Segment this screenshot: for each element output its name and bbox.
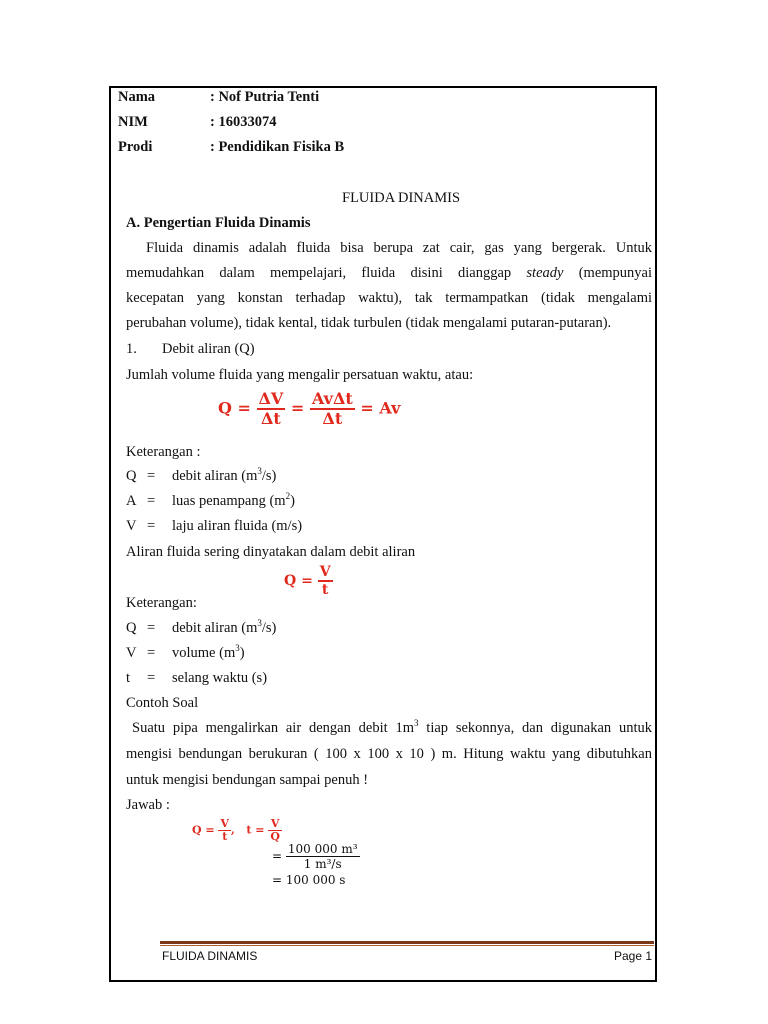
jawab-label: Jawab : <box>126 797 170 813</box>
ket1-sym-v: V <box>126 518 137 534</box>
nama-label: Nama <box>118 89 156 105</box>
ket2-desc-v: volume $(m^3)$ <box>172 643 245 661</box>
keterangan-label-2: Keterangan: <box>126 595 197 611</box>
page-number: Page 1 <box>614 949 653 963</box>
equation-3-top: Q = $\frac{V}{t}$ , t = $\frac{V}{Q}$ <box>192 817 280 843</box>
ket1-eq-a: = <box>147 493 156 509</box>
keterangan-label-1: Keterangan : <box>126 444 201 460</box>
nim-label: NIM <box>118 114 148 130</box>
equation-3-step-2: = 100 000 s <box>272 873 346 887</box>
ket2-desc-t: selang waktu (s) <box>172 670 268 686</box>
prodi-label: Prodi <box>118 139 153 155</box>
ket1-eq-q: = <box>147 468 156 484</box>
contoh-line-3: untuk mengisi bendungan sampai penuh ! <box>126 772 369 788</box>
item-number: 1. <box>126 341 137 357</box>
ket2-eq-t: = <box>147 670 156 686</box>
paragraph-line-4: perubahan volume), tidak kental, tidak turbulen (tidak mengalami putaran-putaran). <box>126 315 612 331</box>
paragraph-line-2: memudahkan dalam mempelajari, fluida disini dianggap steady (mempunyai <box>126 265 653 281</box>
ket2-eq-q: = <box>147 620 156 636</box>
document-title: FLUIDA DINAMIS <box>342 190 461 206</box>
intro-text-2: Aliran fluida sering dinyatakan dalam debit aliran <box>126 544 416 560</box>
contoh-label: Contoh Soal <box>126 695 199 711</box>
ket2-sym-t: t <box>126 670 131 686</box>
ket1-desc-a: luas penampang $(m^2)$ <box>172 491 295 509</box>
ket2-eq-v: = <box>147 645 156 661</box>
ket1-desc-v: laju aliran fluida (m/s) <box>172 518 303 534</box>
ket1-desc-q: debit aliran $(m^3/s)$ <box>172 466 277 484</box>
paragraph-line-1: Fluida dinamis adalah fluida bisa berupa zat cair, gas yang bergerak. Untuk <box>146 240 652 256</box>
ket2-sym-q: Q <box>126 620 137 636</box>
intro-text-1: Jumlah volume fluida yang mengalir persatuan waktu, atau: <box>126 367 474 383</box>
nama-value: : Nof Putria Tenti <box>210 89 320 105</box>
ket1-eq-v: = <box>147 518 156 534</box>
ket1-sym-a: A <box>126 493 137 509</box>
prodi-value: : Pendidikan Fisika B <box>210 139 345 155</box>
section-a-heading: A. Pengertian Fluida Dinamis <box>126 215 311 231</box>
paragraph-line-3: kecepatan yang konstan terhadap waktu), tak termampatkan (tidak mengalami <box>126 290 652 306</box>
equation-1: Q = $\frac{\Delta V}{\Delta t}$ = $\frac{\text{AvΔt}}{\Delta t}$ = Av <box>218 389 401 428</box>
equation-2: Q = $\frac{V}{t}$ <box>284 564 331 598</box>
equation-3-step-1: = $\frac{\text{100 000 m³}}{\text{1 m³/s}}$ <box>272 842 358 871</box>
ket1-sym-q: Q <box>126 468 137 484</box>
nim-value: : 16033074 <box>210 114 277 130</box>
contoh-line-1: Suatu pipa mengalirkan air dengan debit $1m^3$ tiap sekonnya, dan digunakan untuk <box>132 718 653 736</box>
ket2-sym-v: V <box>126 645 137 661</box>
footer-rule-thin <box>160 945 654 946</box>
contoh-line-2: mengisi bendungan berukuran ( 100 x 100 x 10 ) m. Hitung waktu yang dibutuhkan <box>126 746 652 762</box>
footer-title: FLUIDA DINAMIS <box>162 949 258 963</box>
ket2-desc-q: debit aliran $(m^3/s)$ <box>172 618 277 636</box>
item-title: Debit aliran (Q) <box>162 341 255 357</box>
footer-rule <box>160 941 654 944</box>
